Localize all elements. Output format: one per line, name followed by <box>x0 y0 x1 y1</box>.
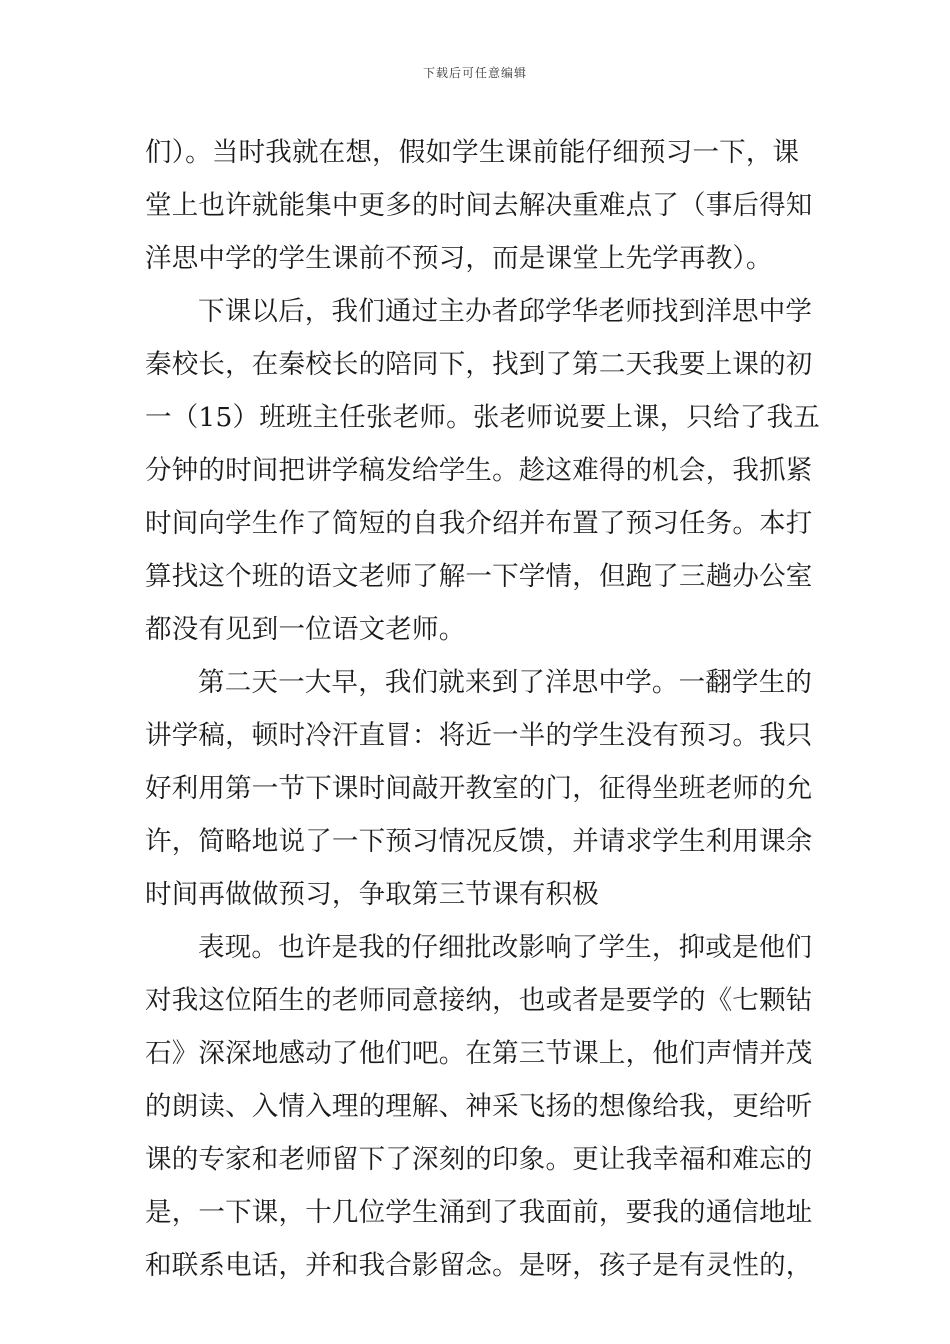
text-line: 算找这个班的语文老师了解一下学情，但跑了三趟办公室 <box>145 561 813 592</box>
text-line: 一（15）班班主任张老师。张老师说要上课，只给了我五 <box>145 402 820 433</box>
page-header-note: 下载后可任意编辑 <box>422 66 527 80</box>
text-line: 都没有见到一位语文老师。 <box>145 614 466 645</box>
text-line: 分钟的时间把讲学稿发给学生。趁这难得的机会，我抓紧 <box>145 455 813 486</box>
text-line: 课的专家和老师留下了深刻的印象。更让我幸福和难忘的 <box>145 1144 813 1175</box>
text-line: 秦校长，在秦校长的陪同下，找到了第二天我要上课的初 <box>145 349 813 380</box>
text-line: 时间向学生作了简短的自我介绍并布置了预习任务。本打 <box>145 508 813 539</box>
text-line: 时间再做做预习，争取第三节课有积极 <box>145 879 599 910</box>
text-line: 堂上也许就能集中更多的时间去解决重难点了（事后得知 <box>145 190 813 221</box>
text-line: 和联系电话，并和我合影留念。是呀，孩子是有灵性的， <box>145 1250 813 1281</box>
document-body <box>145 126 820 1292</box>
text-line: 们）。当时我就在想，假如学生课前能仔细预习一下，课 <box>145 137 800 168</box>
text-line: 许，简略地说了一下预习情况反馈，并请求学生利用课余 <box>145 826 813 857</box>
text-line: 的朗读、入情入理的理解、神采飞扬的想像给我，更给听 <box>145 1091 813 1122</box>
text-line: 好利用第一节下课时间敲开教室的门，征得坐班老师的允 <box>145 773 813 804</box>
text-line: 讲学稿，顿时冷汗直冒：将近一半的学生没有预习。我只 <box>145 720 813 751</box>
paragraph-first-line: 下课以后，我们通过主办者邱学华老师找到洋思中学 <box>198 296 813 327</box>
paragraph-first-line: 第二天一大早，我们就来到了洋思中学。一翻学生的 <box>198 667 813 698</box>
text-line: 对我这位陌生的老师同意接纳，也或者是要学的《七颗钻 <box>145 985 813 1016</box>
paragraph-first-line: 表现。也许是我的仔细批改影响了学生，抑或是他们 <box>198 932 813 963</box>
text-line: 洋思中学的学生课前不预习，而是课堂上先学再教）。 <box>145 243 773 274</box>
text-line: 是，一下课，十几位学生涌到了我面前，要我的通信地址 <box>145 1197 813 1228</box>
text-line: 石》深深地感动了他们吧。在第三节课上，他们声情并茂 <box>145 1038 813 1069</box>
